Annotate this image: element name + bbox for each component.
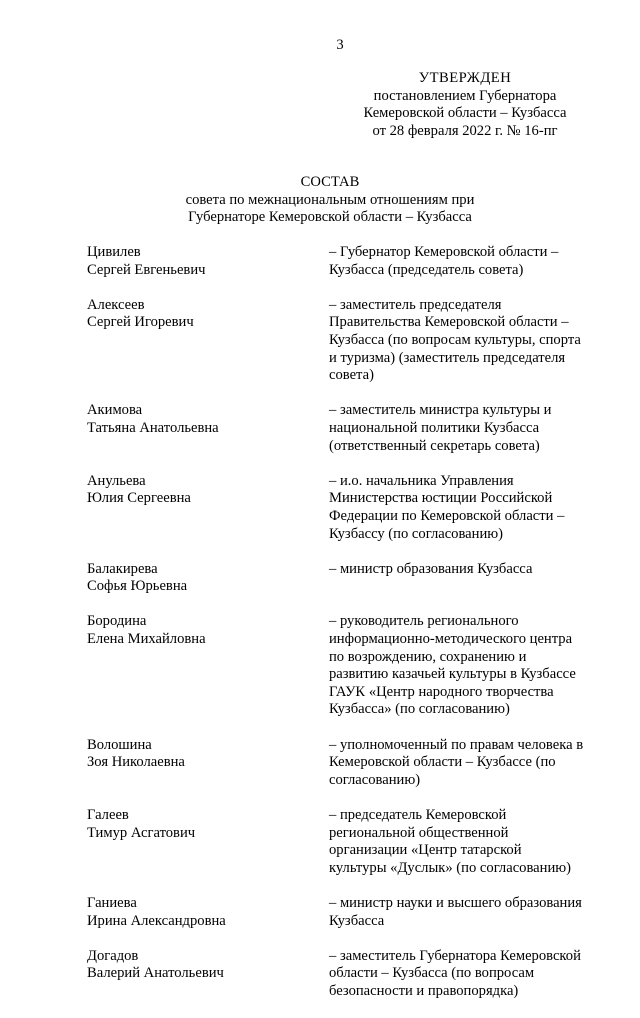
- member-role-line: – министр образования Кузбасса: [329, 560, 533, 577]
- member-row: [87, 737, 607, 790]
- member-role-line: – заместитель председателя: [329, 296, 502, 313]
- member-name-line: Сергей Игоревич: [87, 314, 194, 331]
- member-name: [87, 613, 329, 719]
- member-row: [87, 895, 607, 930]
- member-name-line: Анульева: [87, 472, 146, 489]
- member-role-line: совета): [329, 367, 374, 384]
- document-heading: [0, 174, 640, 227]
- member-role: [329, 895, 597, 930]
- member-role-line: – заместитель Губернатора Кемеровской: [329, 947, 581, 964]
- member-name-line: Юлия Сергеевна: [87, 490, 191, 507]
- member-name: [87, 244, 329, 279]
- member-name-line: Бородина: [87, 613, 147, 630]
- member-name-line: Елена Михайловна: [87, 631, 206, 648]
- member-role-line: информационно-методического центра: [329, 631, 573, 648]
- member-role-line: (ответственный секретарь совета): [329, 437, 540, 454]
- member-name-line: Ганиева: [87, 894, 137, 911]
- member-role: [329, 561, 597, 596]
- member-role-line: Кузбасса» (по согласованию): [329, 701, 510, 718]
- member-role: [329, 807, 597, 877]
- heading-subtitle-line: Губернаторе Кемеровской области – Кузбасса: [188, 209, 472, 226]
- page-number: 3: [336, 37, 344, 53]
- member-name: [87, 737, 329, 790]
- member-role-line: – министр науки и высшего образования: [329, 894, 582, 911]
- member-role: [329, 297, 597, 385]
- member-name-line: Софья Юрьевна: [87, 578, 188, 595]
- member-name-line: Ирина Александровна: [87, 912, 226, 929]
- approval-line: от 28 февраля 2022 г. № 16-пг: [372, 122, 558, 139]
- heading-title: СОСТАВ: [300, 174, 360, 190]
- member-row: [87, 402, 607, 455]
- member-name-line: Татьяна Анатольевна: [87, 419, 219, 436]
- member-role-line: Кемеровской области – Кузбассе (по: [329, 754, 556, 771]
- member-name-line: Волошина: [87, 736, 152, 753]
- member-role-line: по возрождению, сохранению и: [329, 648, 527, 665]
- member-name-line: Валерий Анатольевич: [87, 965, 224, 982]
- member-name: [87, 807, 329, 877]
- heading-subtitle: [170, 192, 490, 227]
- member-name: [87, 948, 329, 1001]
- member-name-line: Алексеев: [87, 296, 145, 313]
- member-role: [329, 737, 597, 790]
- heading-subtitle-line: совета по межнациональным отношениям при: [185, 191, 475, 208]
- member-row: [87, 297, 607, 385]
- members-list: [87, 244, 607, 1018]
- member-row: [87, 613, 607, 719]
- member-name: [87, 895, 329, 930]
- member-role-line: Кузбасса (председатель совета): [329, 261, 524, 278]
- approval-line: постановлением Губернатора: [373, 87, 557, 104]
- member-name-line: Галеев: [87, 807, 129, 823]
- member-role-line: – Губернатор Кемеровской области –: [329, 244, 559, 260]
- member-role-line: Правительства Кемеровской области –: [329, 314, 569, 331]
- member-role: [329, 473, 597, 543]
- member-role-line: Министерства юстиции Российской: [329, 490, 553, 507]
- member-role-line: ГАУК «Центр народного творчества: [329, 683, 554, 700]
- member-row: [87, 948, 607, 1001]
- member-role-line: – председатель Кемеровской: [329, 807, 507, 823]
- member-role-line: Кузбасса: [329, 912, 385, 929]
- member-role-line: согласованию): [329, 771, 421, 788]
- member-name-line: Цивилев: [87, 244, 141, 260]
- member-role: [329, 402, 597, 455]
- member-role-line: Кузбассу (по согласованию): [329, 525, 504, 542]
- member-role: [329, 948, 597, 1001]
- member-name-line: Акимова: [87, 402, 143, 419]
- member-role: [329, 244, 597, 279]
- member-role-line: безопасности и правопорядка): [329, 982, 519, 999]
- member-role-line: Кузбасса (по вопросам культуры, спорта: [329, 331, 581, 348]
- member-name-line: Догадов: [87, 947, 139, 964]
- member-row: [87, 244, 607, 279]
- member-role-line: – уполномоченный по правам человека в: [329, 736, 584, 753]
- member-role-line: области – Кузбасса (по вопросам: [329, 965, 535, 982]
- member-role-line: и туризма) (заместитель председателя: [329, 349, 566, 366]
- member-name: [87, 473, 329, 543]
- member-role: [329, 613, 597, 719]
- member-role-line: региональной общественной: [329, 824, 509, 841]
- approval-lines: [330, 88, 600, 141]
- member-name: [87, 561, 329, 596]
- member-name: [87, 297, 329, 385]
- member-name: [87, 402, 329, 455]
- member-name-line: Зоя Николаевна: [87, 754, 185, 771]
- member-row: [87, 473, 607, 543]
- member-role-line: – и.о. начальника Управления: [329, 472, 514, 489]
- member-role-line: организации «Центр татарской: [329, 842, 522, 859]
- member-name-line: Сергей Евгеньевич: [87, 261, 206, 278]
- member-role-line: культуры «Дуслык» (по согласованию): [329, 859, 572, 876]
- member-name-line: Балакирева: [87, 560, 158, 577]
- member-role-line: – руководитель регионального: [329, 613, 519, 630]
- approval-title: УТВЕРЖДЕН: [418, 70, 512, 86]
- member-row: [87, 561, 607, 596]
- member-row: [87, 807, 607, 877]
- approval-block: [330, 70, 600, 140]
- member-name-line: Тимур Асгатович: [87, 824, 196, 841]
- member-role-line: – заместитель министра культуры и: [329, 402, 552, 419]
- approval-line: Кемеровской области – Кузбасса: [363, 105, 567, 122]
- member-role-line: Федерации по Кемеровской области –: [329, 507, 565, 524]
- member-role-line: развитию казачьей культуры в Кузбассе: [329, 666, 576, 683]
- member-role-line: национальной политики Кузбасса: [329, 419, 540, 436]
